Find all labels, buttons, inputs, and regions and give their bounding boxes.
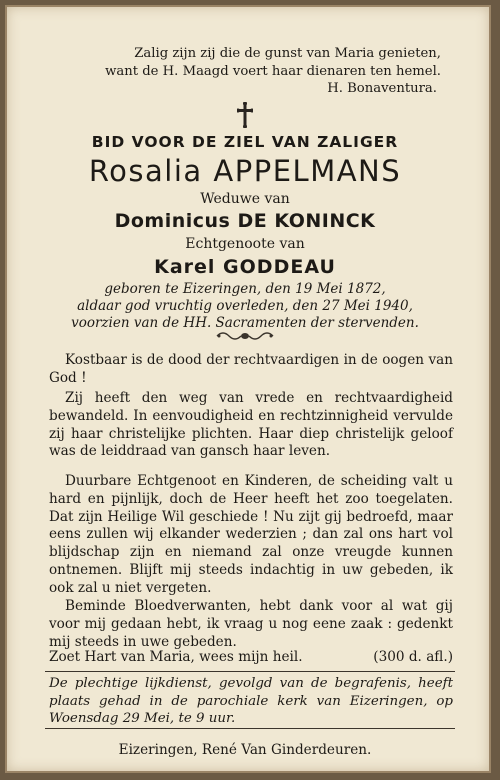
second-husband-name: Karel GODDEAU bbox=[154, 256, 336, 278]
invocation-text: Zoet Hart van Maria, wees mijn heil. bbox=[49, 649, 303, 665]
memorial-card bbox=[5, 5, 491, 773]
spouse-label: Echtgenoote van bbox=[185, 236, 305, 252]
sacraments-line: voorzien van de HH. Sacramenten der stervenden. bbox=[71, 315, 419, 331]
quote-line-1: Zalig zijn zij die de gunst van Maria genieten, bbox=[134, 46, 441, 61]
quote-author: H. Bonaventura. bbox=[327, 81, 437, 96]
first-husband-name: Dominicus DE KONINCK bbox=[114, 210, 376, 232]
invocation-line bbox=[49, 648, 453, 666]
widow-label: Weduwe van bbox=[200, 191, 290, 207]
paragraph-4: Beminde Bloedverwanten, hebt dank voor al wat gij voor mij gedaan hebt, ik vraag u nog eene zaak : gedenkt mij steeds in uwe gebeden. bbox=[49, 598, 453, 650]
printer-line: Eizeringen, René Van Ginderdeuren. bbox=[118, 742, 372, 758]
death-line: aldaar god vruchtig overleden, den 27 Mei 1940, bbox=[77, 298, 413, 314]
divider-top bbox=[45, 671, 455, 672]
divider-bottom bbox=[45, 728, 455, 729]
paragraph-1: Kostbaar is de dood der rechtvaardigen in de oogen van God ! bbox=[49, 352, 453, 386]
cross-icon bbox=[7, 99, 483, 129]
birth-line: geboren te Eizeringen, den 19 Mei 1872, bbox=[104, 281, 386, 297]
prayer-heading: BID VOOR DE ZIEL VAN ZALIGER bbox=[91, 133, 399, 151]
paragraph-3: Duurbare Echtgenoot en Kinderen, de scheiding valt u hard en pijnlijk, doch de Heer heeft het zoo toegelaten. Dat zijn Heilige Wil geschiede ! Nu zijt gij bedroefd, maar eens zullen wij elkander wederzien ; dan zal ons hart vol blijdschap zijn en niemand zal onze vreugde kunnen ontnemen. Blijft mij steeds indachtig in uw gebeden, ik ook zal u niet vergeten. bbox=[49, 473, 453, 596]
indulgence-note: (300 d. afl.) bbox=[373, 649, 453, 665]
deceased-name: Rosalia APPELMANS bbox=[88, 154, 402, 188]
funeral-notice: De plechtige lijkdienst, gevolgd van de begrafenis, heeft plaats gehad in de parochiale kerk van Eizeringen, op Woensdag 29 Mei, te 9 uur. bbox=[49, 676, 453, 726]
quote-line-2: want de H. Maagd voert haar dienaren ten hemel. bbox=[105, 64, 441, 79]
paragraph-2: Zij heeft den weg van vrede en rechtvaardigheid bewandeld. In eenvoudigheid en rechtzinnigheid vervulde zij haar christelijke plichten. Haar diep christelijk geloof was de leiddraad van gansch haar leven. bbox=[49, 390, 453, 460]
scroll-ornament-icon bbox=[7, 330, 483, 346]
